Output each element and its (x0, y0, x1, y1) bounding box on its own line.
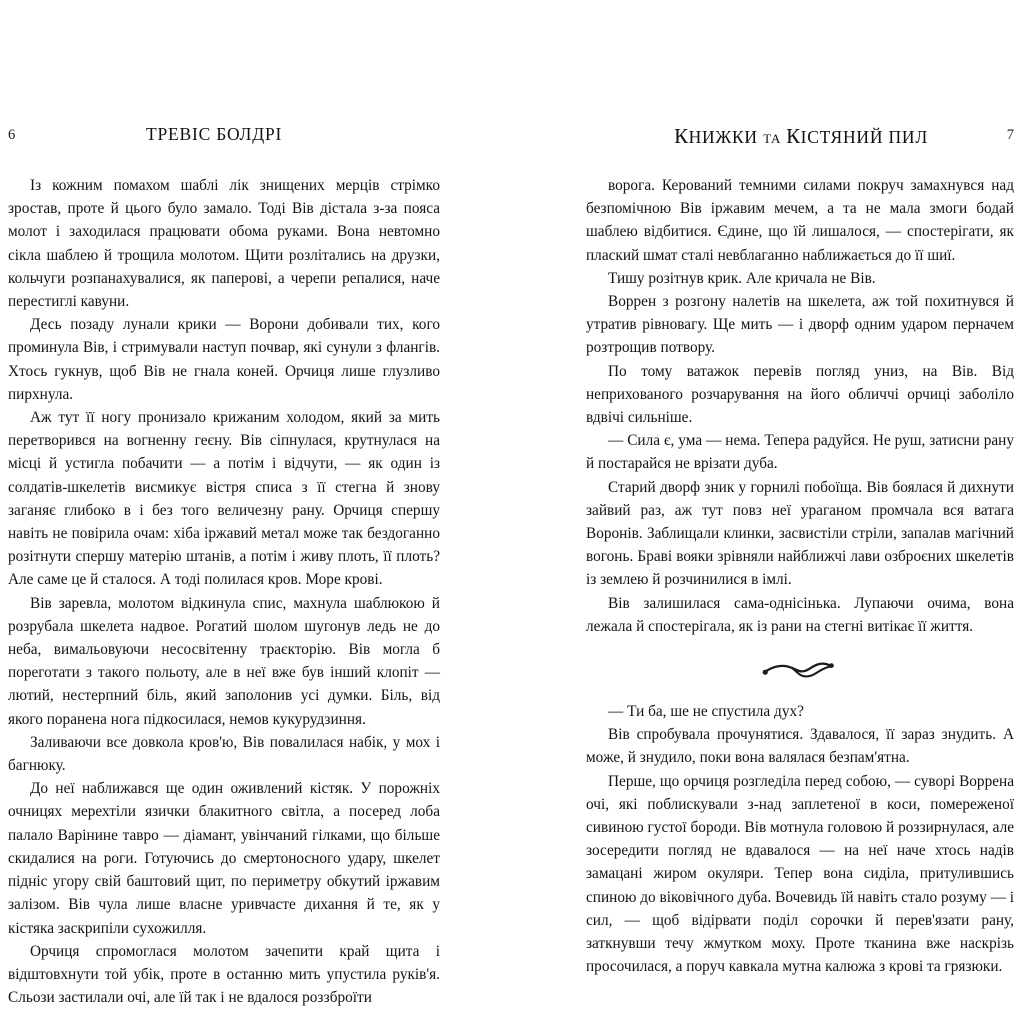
left-page-body (8, 174, 440, 1009)
running-title-conjunction: ТА (763, 131, 781, 146)
right-page-running-title (674, 124, 928, 149)
running-title-word2-cap: К (786, 124, 801, 148)
right-page-folio: 7 (1006, 127, 1014, 143)
paragraph: По тому ватажок перевів погляд униз, на Вів. Від неприхованого розчарування на його обличчі орчиці заболіло вдвічі сильніше. (586, 362, 1014, 427)
paragraph: До неї наближався ще один оживлений кістяк. У порожніх очницях мерехтіли язички блакитного світла, а посеред лоба палало Варінине тавро — діамант, увінчаний гілками, що більше скидалися на роги. Готуючись до смертоносного удару, шкелет підніс угору свій баштовий щит, по периметру обкутий іржавим залізом. Вів чула лише власне уривчасте дихання й те, як у кістяка заскрипіли сухожилля. (8, 780, 440, 937)
paragraph: Воррен з розгону налетів на шкелета, аж той похитнувся й утратив рівновагу. Ще мить — і дворф одним ударом перначем розтрощив потвору. (586, 293, 1014, 357)
paragraph: Вів заревла, молотом відкинула спис, махнула шаблюкою й розрубала шкелета надвое. Рогатий шолом шугонув ледь не до неба, вимальовуючи несосвітенну траєкторію. Вів могла б пореготати з такого польоту, але в неї вже був інший клопіт — лютий, нестерпний біль, який заполонив усі думки. Біль, від якого поранена нога підкосилася, немов кукурудзиння. (8, 594, 440, 728)
right-page (512, 0, 1024, 1024)
right-page-running-head (586, 124, 1014, 154)
left-page-running-head (8, 124, 440, 154)
paragraph: Десь позаду лунали крики — Ворони добивали тих, кого проминула Вів, і стримували наступ почвар, які сунули з флангів. Хтось гукнув, щоб Вів не гнала коней. Орчиця лише глузливо пирхнула. (8, 316, 440, 403)
running-title-author-text: ТРЕВІС БОЛДРІ (146, 124, 283, 144)
paragraph: Із кожним помахом шаблі лік знищених мерців стрімко зростав, проте й цього було замало. Тоді Вів дістала з-за пояса молот і заходилася працювати обома руками. Вона невтомно сікла шаблею й трощила молотом. Щити розлітались на друзки, кольчуги розпанахувалися, як паперові, а черепи репалися, наче перестиглі кавуни. (8, 177, 440, 311)
scroll-flourish-icon (586, 647, 1014, 693)
paragraph: Вів спробувала прочунятися. Здавалося, її зараз знудить. А може, й знудило, поки вона валялася безпам'ятна. (586, 726, 1014, 767)
paragraph: Заливаючи все довкола кров'ю, Вів повалилася набік, у мох і багнюку. (8, 733, 440, 775)
paragraph: Аж тут її ногу пронизало крижаним холодом, який за мить перетворився на вогненну геєну. Вів сіпнулася, крутнулася на місці й устигла побачити — а потім і відчути, — як один із солдатів-шкелетів висмикує вістря списа з її стегна й знову заганяє глибоко в і без того величезну рану. Орчиця спершу навіть не повірила очам: хіба іржавий метал може так бездоганно розітнути спершу матерію штанів, а потім і живу плоть, її плоть? Але саме це й сталося. А тоді полилася кров. Море крові. (8, 409, 440, 589)
running-title-word1-cap: К (674, 124, 689, 148)
paragraph: Вів залишилася сама-однісінька. Лупаючи очима, вона лежала й спостерігала, як із рани на стегні витікає її життя. (586, 594, 1014, 635)
paragraph: Орчиця спромоглася молотом зачепити край щита і відштовхнути той убік, проте в останню мить упустила руків'я. Сльози застилали очі, але їй так і не вдалося роззброїти (8, 942, 440, 1007)
paragraph: — Ти ба, ше не спустила дух? (608, 703, 804, 721)
left-page-running-title (146, 124, 282, 145)
left-page-folio: 6 (8, 127, 16, 143)
running-title-word1-rest: НИЖКИ (688, 127, 758, 147)
paragraph: Перше, що орчиця розгледіла перед собою, — суворі Воррена очі, які поблискували з-над заплетеної в коси, помереженої сивиною густої бороди. Вів мотнула головою й роззирнулася, але зосередити погляд не вдавалося — на неї наче хтось надів замацані жиром окуляри. Тепер вона сиділа, притулившись спиною до віковічного дуба. Вочевидь їй навіть стало розуму — і сил, — щоб відірвати поділ сорочки й перев'язати рану, заткнувши течу жмутком моху. Проте тканина вже наскрізь просочилася, а поруч кавкала мутна калюжа з крові та грязюки. (586, 772, 1014, 976)
right-page-body (586, 174, 1014, 979)
paragraph: Тишу розітнув крик. Але кричала не Вів. (608, 269, 876, 287)
paragraph: ворога. Керований темними силами покруч замахнувся над безпомічною Вів іржавим мечем, а та не мала змоги бодай шаблею відбитися. Єдине, що їй лишалося, — спостерігати, як плаский шмат сталі невблаганно наближається до її шиї. (586, 177, 1014, 264)
paragraph: Старий дворф зник у горнилі побоїща. Вів боялася й дихнути зайвий раз, аж тут повз неї ураганом промчала вся ватага Воронів. Заблищали клинки, засвистіли стріли, запалав магічний вогонь. Браві вояки зрівняли найближчі лави озброєних шкелетів із землею й розчинилися в імлі. (586, 478, 1014, 589)
paragraph: — Сила є, ума — нема. Тепера радуйся. Не руш, затисни рану й постарайся не врізати дуба. (586, 432, 1014, 473)
running-title-word2-rest: ІСТЯНИЙ ПИЛ (800, 127, 928, 147)
